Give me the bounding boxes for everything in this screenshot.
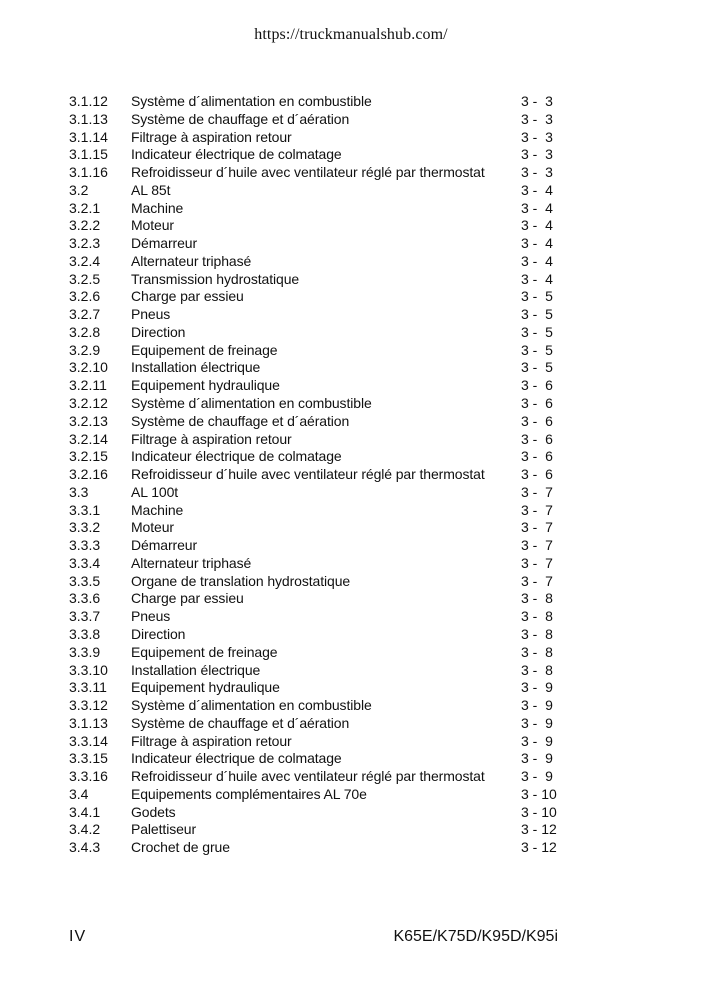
toc-entry-title: Moteur [131,519,174,536]
toc-entry [69,200,569,218]
toc-entry-page: 3 - 4 [521,199,553,216]
toc-entry-title: Filtrage à aspiration retour [131,128,292,145]
toc-entry-title: Filtrage à aspiration retour [131,732,292,749]
toc-entry-number: 3.1.13 [69,714,108,731]
toc-entry [69,146,569,164]
toc-entry-number: 3.2.16 [69,466,108,483]
toc-entry [69,182,569,200]
toc-entry-number: 3.4.2 [69,821,101,838]
toc-entry [69,573,569,591]
toc-entry [69,839,569,857]
toc-entry-title: Equipement hydraulique [131,679,280,696]
toc-entry-title: Refroidisseur d´huile avec ventilateur réglé par thermostat [131,768,485,785]
toc-entry-page: 3 - 5 [521,288,553,305]
toc-entry-page: 3 - 3 [521,128,553,145]
toc-entry [69,804,569,822]
toc-entry [69,715,569,733]
toc-entry-title: Système de chauffage et d´aération [131,412,350,429]
toc-entry-title: Pneus [131,306,171,323]
toc-entry-title: Direction [131,625,186,642]
toc-entry [69,359,569,377]
toc-entry-number: 3.3.4 [69,554,101,571]
toc-entry-page: 3 - 10 [521,785,557,802]
toc-entry [69,164,569,182]
toc-entry [69,733,569,751]
toc-entry-page: 3 - 6 [521,377,553,394]
toc-entry-title: Système d´alimentation en combustible [131,93,372,109]
toc-entry-title: Indicateur électrique de colmatage [131,750,342,767]
toc-entry-number: 3.2.3 [69,235,101,252]
toc-entry-page: 3 - 3 [521,164,553,181]
toc-entry-number: 3.3.1 [69,501,101,518]
toc-entry-number: 3.2.9 [69,341,101,358]
toc-entry-title: Alternateur triphasé [131,252,252,269]
toc-entry-number: 3.3.9 [69,643,101,660]
toc-entry-title: Equipement de freinage [131,643,278,660]
toc-entry-title: AL 100t [131,483,179,500]
toc-entry-page: 3 - 6 [521,430,553,447]
toc-entry-page: 3 - 7 [521,483,553,500]
toc-entry-number: 3.2.12 [69,395,108,412]
toc-entry [69,679,569,697]
toc-entry [69,271,569,289]
toc-entry [69,448,569,466]
toc-entry-title: Charge par essieu [131,288,244,305]
toc-entry-number: 3.2.6 [69,288,101,305]
toc-entry [69,502,569,520]
toc-entry-title: Direction [131,323,186,340]
toc-entry-page: 3 - 8 [521,625,553,642]
toc-entry [69,519,569,537]
toc-entry-number: 3.2.14 [69,430,108,447]
toc-entry-number: 3.2.10 [69,359,108,376]
toc-entry-title: Crochet de grue [131,839,230,856]
toc-entry-number: 3.3.16 [69,768,108,785]
toc-entry [69,93,569,111]
toc-entry-page: 3 - 5 [521,359,553,376]
toc-entry [69,306,569,324]
toc-entry-page: 3 - 9 [521,714,553,731]
toc-entry-title: Système d´alimentation en combustible [131,697,372,714]
toc-entry-page: 3 - 12 [521,821,557,838]
toc-entry-page: 3 - 8 [521,590,553,607]
toc-entry-number: 3.2.2 [69,217,101,234]
toc-entry-number: 3.3.7 [69,608,101,625]
toc-entry-number: 3.3.15 [69,750,108,767]
toc-entry-page: 3 - 7 [521,572,553,589]
toc-entry [69,129,569,147]
toc-entry-page: 3 - 3 [521,146,553,163]
toc-entry [69,324,569,342]
toc-entry-title: AL 85t [131,181,171,198]
toc-entry [69,377,569,395]
toc-entry-page: 3 - 5 [521,341,553,358]
toc-entry-page: 3 - 9 [521,732,553,749]
toc-entry [69,288,569,306]
toc-entry-title: Charge par essieu [131,590,244,607]
toc-entry-title: Alternateur triphasé [131,554,252,571]
table-of-contents [69,93,569,857]
toc-entry-number: 3.1.15 [69,146,108,163]
toc-entry [69,413,569,431]
toc-entry-number: 3.2.13 [69,412,108,429]
toc-entry-page: 3 - 4 [521,181,553,198]
toc-entry-title: Palettiseur [131,821,197,838]
toc-entry-page: 3 - 9 [521,768,553,785]
toc-entry-title: Pneus [131,608,171,625]
toc-entry-number: 3.2.5 [69,270,101,287]
toc-entry [69,697,569,715]
toc-entry-page: 3 - 9 [521,697,553,714]
toc-entry-title: Système d´alimentation en combustible [131,395,372,412]
toc-entry-page: 3 - 4 [521,252,553,269]
toc-entry-title: Installation électrique [131,359,261,376]
toc-entry [69,821,569,839]
toc-entry-page: 3 - 7 [521,519,553,536]
toc-entry-number: 3.3.5 [69,572,101,589]
toc-entry-title: Moteur [131,217,174,234]
toc-entry-page: 3 - 3 [521,93,553,109]
toc-entry [69,111,569,129]
toc-entry-title: Système de chauffage et d´aération [131,110,350,127]
toc-entry-title: Transmission hydrostatique [131,270,300,287]
toc-entry-page: 3 - 3 [521,110,553,127]
toc-entry-title: Filtrage à aspiration retour [131,430,292,447]
toc-entry-number: 3.3.11 [69,679,107,696]
toc-entry-title: Refroidisseur d´huile avec ventilateur réglé par thermostat [131,164,485,181]
toc-entry-page: 3 - 9 [521,679,553,696]
toc-entry-page: 3 - 6 [521,466,553,483]
toc-entry-title: Indicateur électrique de colmatage [131,146,342,163]
toc-entry [69,750,569,768]
toc-entry-title: Equipements complémentaires AL 70e [131,785,367,802]
toc-entry-number: 3.2.11 [69,377,107,394]
footer-model: K65E/K75D/K95D/K95i [393,928,558,945]
toc-entry-number: 3.1.14 [69,128,108,145]
toc-entry-page: 3 - 6 [521,448,553,465]
toc-entry-number: 3.4.3 [69,839,101,856]
toc-entry [69,235,569,253]
toc-entry-number: 3.3.6 [69,590,101,607]
toc-entry [69,466,569,484]
toc-entry-number: 3.3.8 [69,625,101,642]
toc-entry-page: 3 - 12 [521,839,557,856]
toc-entry [69,431,569,449]
toc-entry-page: 3 - 5 [521,306,553,323]
toc-entry-number: 3.3.3 [69,537,101,554]
toc-entry [69,786,569,804]
toc-entry-page: 3 - 4 [521,235,553,252]
toc-entry [69,537,569,555]
toc-entry [69,484,569,502]
toc-entry-title: Equipement hydraulique [131,377,280,394]
toc-entry-page: 3 - 4 [521,270,553,287]
toc-entry-page: 3 - 4 [521,217,553,234]
toc-entry-title: Démarreur [131,235,198,252]
toc-entry [69,253,569,271]
toc-entry-page: 3 - 7 [521,554,553,571]
toc-entry-page: 3 - 6 [521,395,553,412]
toc-entry-title: Godets [131,803,176,820]
toc-entry-page: 3 - 7 [521,537,553,554]
toc-entry [69,644,569,662]
toc-entry [69,662,569,680]
toc-entry-title: Système de chauffage et d´aération [131,714,350,731]
toc-entry-title: Organe de translation hydrostatique [131,572,351,589]
toc-entry [69,555,569,573]
toc-entry-page: 3 - 8 [521,608,553,625]
toc-entry-number: 3.2.1 [69,199,101,216]
toc-entry-title: Refroidisseur d´huile avec ventilateur réglé par thermostat [131,466,485,483]
toc-entry [69,768,569,786]
toc-entry [69,608,569,626]
footer-page-number: IV [69,928,87,945]
toc-entry-title: Démarreur [131,537,198,554]
toc-entry-page: 3 - 10 [521,803,557,820]
toc-entry-number: 3.3.2 [69,519,101,536]
toc-entry [69,395,569,413]
toc-entry-number: 3.4 [69,785,89,802]
toc-entry-page: 3 - 8 [521,661,553,678]
toc-entry-title: Machine [131,199,184,216]
toc-entry-page: 3 - 6 [521,412,553,429]
toc-entry-page: 3 - 9 [521,750,553,767]
toc-entry-number: 3.3.14 [69,732,108,749]
header-url[interactable]: https://truckmanualshub.com/ [254,26,448,43]
toc-entry-page: 3 - 7 [521,501,553,518]
toc-entry-number: 3.2 [69,181,89,198]
toc-entry-number: 3.3.12 [69,697,108,714]
toc-entry [69,217,569,235]
toc-entry-page: 3 - 5 [521,323,553,340]
toc-entry-page: 3 - 8 [521,643,553,660]
toc-entry-number: 3.2.4 [69,252,101,269]
toc-entry-number: 3.1.16 [69,164,108,181]
toc-entry-number: 3.1.13 [69,110,108,127]
toc-entry-title: Installation électrique [131,661,261,678]
toc-entry-title: Machine [131,501,184,518]
toc-entry-number: 3.3.10 [69,661,108,678]
toc-entry [69,342,569,360]
toc-entry-number: 3.1.12 [69,93,108,109]
toc-entry-title: Indicateur électrique de colmatage [131,448,342,465]
toc-entry-number: 3.4.1 [69,803,101,820]
toc-entry [69,590,569,608]
toc-entry-number: 3.2.8 [69,323,101,340]
toc-entry-number: 3.2.7 [69,306,101,323]
toc-entry-number: 3.3 [69,483,89,500]
toc-entry [69,626,569,644]
toc-entry-title: Equipement de freinage [131,341,278,358]
toc-entry-number: 3.2.15 [69,448,108,465]
